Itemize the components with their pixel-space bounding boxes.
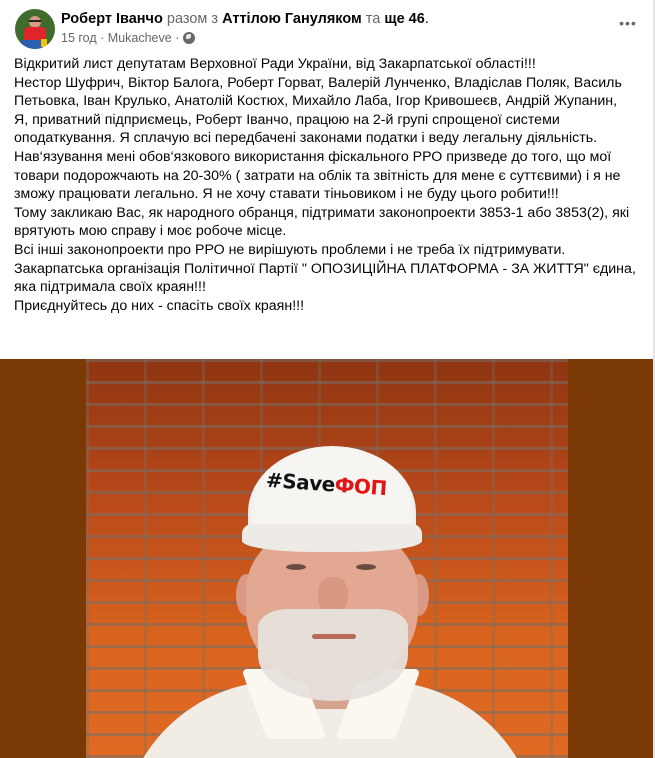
- post-text: [14, 55, 644, 315]
- photo-eye-right: [356, 564, 376, 570]
- meta-separator: ·: [100, 31, 105, 45]
- post-paragraph: Закарпатська організація Політичної Партії " ОПОЗИЦІЙНА ПЛАТФОРМА - ЗА ЖИТТЯ" єдина, яка підтримала своїх краян!!!: [14, 260, 636, 296]
- post-photo[interactable]: [86, 359, 568, 758]
- with-text: разом з: [166, 11, 219, 27]
- post-header: [15, 9, 638, 51]
- cap-slogan-red: ФОП: [333, 472, 388, 501]
- post-paragraph: Я, приватний підприємець, Роберт Іванчо, працюю на 2-й групі спрощеної системи оподаткування. Я сплачую всі передбачені законами податки і веду легальну діяльність. Нав‘язування мені обов‘язкового використання фіскального РРО призведе до того, що мої товари подорожчають на 20-30% ( затрати на облік та звітність для мене є суттєвими) і я не зможу працювати легально. Я не хочу ставати тіньовиком і не буду цього робити!!!: [14, 111, 621, 203]
- meta-separator: ·: [175, 31, 180, 45]
- post-paragraph: Нестор Шуфрич, Віктор Балога, Роберт Горват, Валерій Лунченко, Владіслав Поляк, Василь Петьовка, Іван Крулько, Анатолій Костюх, Михайло Лаба, Ігор Кривошеєв, Андрій Жупанин,: [14, 74, 622, 110]
- post-meta: [61, 30, 195, 46]
- trailing-period: .: [424, 11, 429, 27]
- timestamp-link[interactable]: 15 год: [61, 31, 97, 45]
- globe-icon[interactable]: [183, 32, 195, 44]
- author-line: [61, 10, 429, 28]
- photo-beard: [258, 609, 408, 701]
- photo-mouth: [312, 634, 356, 639]
- post-paragraph: Приєднуйтесь до них - спасіть своїх краян!!!: [14, 297, 305, 314]
- photo-eye-left: [286, 564, 306, 570]
- avatar-flag: [41, 39, 47, 47]
- author-name-link[interactable]: Роберт Іванчо: [61, 11, 163, 27]
- cap-slogan-black: #Save: [265, 467, 336, 497]
- post-paragraph: Відкритий лист депутатам Верховної Ради України, від Закарпатської області!!!: [14, 56, 536, 72]
- avatar-glasses: [29, 20, 41, 22]
- and-text: та: [365, 11, 381, 27]
- post-photo-container[interactable]: [0, 359, 653, 758]
- author-avatar[interactable]: [15, 9, 55, 49]
- avatar-sign: [21, 40, 43, 49]
- post-paragraph: Тому закликаю Вас, як народного обранця, підтримати законопроекти 3853-1 або 3853(2), які врятують мою справу і моє робоче місце.: [14, 204, 630, 240]
- location-link[interactable]: Mukacheve: [107, 31, 172, 45]
- photo-cap-brim: [242, 524, 422, 552]
- more-options-icon[interactable]: •••: [619, 15, 637, 31]
- others-link[interactable]: ще 46: [384, 11, 425, 27]
- tagged-person-link[interactable]: Аттілою Гануляком: [222, 11, 362, 27]
- post-paragraph: Всі інші законопроекти про РРО не вирішують проблеми і не треба їх підтримувати.: [14, 241, 566, 258]
